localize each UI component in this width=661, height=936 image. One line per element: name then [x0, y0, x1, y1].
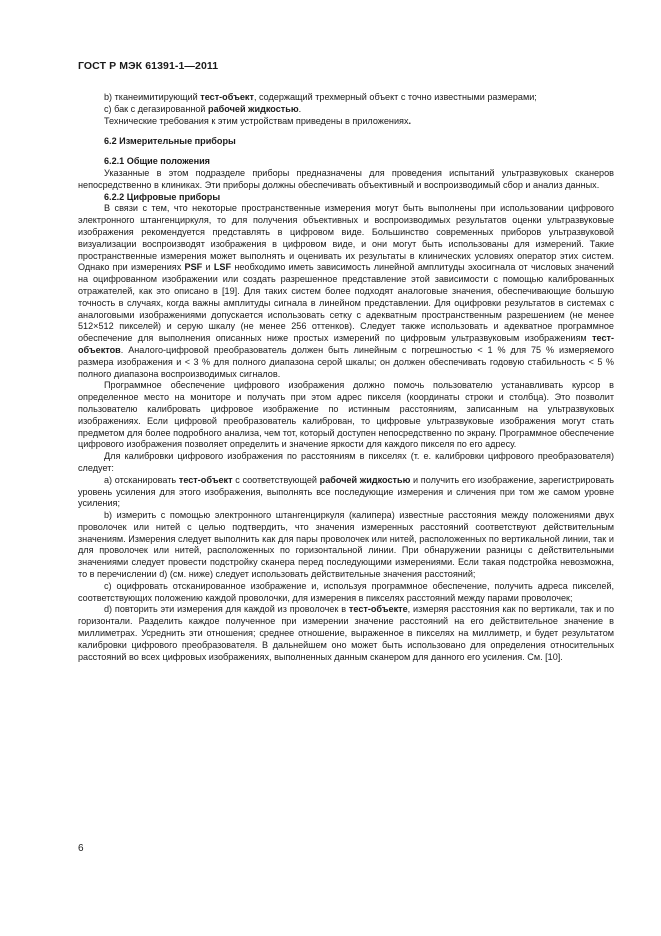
bold-term: рабочей жидкостью — [319, 474, 411, 485]
document-body — [78, 92, 614, 663]
text-run: с соответствующей — [232, 474, 320, 485]
text-run: . Аналого-цифровой преобразователь должен быть линейным с погрешностью < 1 % для 75 % измеряемого размера изображения и < 3 % для полного диапазона серой шкалы; он должен обеспечивать годовую стабильность < 5 % полного диапазона воспроизводимых сигналов. — [78, 344, 614, 379]
bold-term: PSF — [184, 262, 203, 273]
paragraph — [78, 581, 614, 605]
paragraph — [78, 380, 614, 451]
paragraph — [78, 604, 614, 663]
text-run: Для калибровки цифрового изображения по расстояниям в пикселях (т. е. калибровки цифрового преобразователя) следует: — [78, 451, 614, 473]
text-run: , измеряя расстояния как по вертикали, так и по горизонтали. Разделить каждое полученное при измерении значение расстояний на его действительное значение в миллиметрах. Усреднить эти отношения; среднее отношение, выраженное в пикселях на миллиметр, и будет результатом калибровки цифрового преобразователя. В дальнейшем оно может быть использовано для определения относительных расстояний во всех цифровых изображениях, выполненных данным сканером для данного его усиления. См. [10]. — [78, 604, 614, 662]
paragraph — [78, 168, 614, 192]
paragraph — [78, 116, 614, 128]
bold-term: 6.2.1 Общие положения — [104, 156, 210, 167]
section-heading — [78, 156, 614, 168]
bold-term: 6.2 Измерительные приборы — [104, 135, 236, 146]
bold-term: . — [408, 115, 412, 126]
bold-term: 6.2.2 Цифровые приборы — [104, 191, 221, 202]
text-run: c) оцифровать отсканированное изображение и, используя программное обеспечение, получить адреса пикселей, соответствующих положению каждой проволочки, для измерения в пикселях расстояний между парами проволочек; — [78, 580, 614, 603]
text-run: Программное обеспечение цифрового изображения должно помочь пользователю устанавливать курсор в определенное место на мониторе и получать при этом адрес пикселя (координаты строки и столбца). Это позволит пользователю калибровать цифровое изображение по истинным расстояниям, записанным на ультразвуковых изображениях. Если цифровой преобразователь калиброван, то цифровые ультразвуковые изображения могут стать предметом для более подробного анализа, чем тот, который доступен непосредственно по экрану. Программное обеспечение цифрового изображения позволяет определить и значение яркости для каждого пикселя по его адресу. — [78, 380, 614, 450]
bold-term: тест-объект — [178, 474, 233, 485]
bold-term: LSF — [213, 262, 232, 273]
text-run: Технические требования к этим устройствам приведены в приложениях — [104, 115, 409, 126]
bold-term: тест-объект — [200, 92, 254, 102]
text-run: d) повторить эти измерения для каждой из проволочек в — [104, 604, 349, 615]
bold-term: тест-объектов — [78, 333, 614, 355]
paragraph-gap — [78, 148, 614, 157]
paragraph — [78, 451, 614, 475]
paragraph-gap — [78, 127, 614, 136]
text-run: и получить его изображение, зарегистрировать уровень усиления для этого изображения, выполнять все последующие измерения и сличения при том же самом уровне усиления; — [78, 474, 614, 509]
text-run: В связи с тем, что некоторые пространственные измерения могут быть выполнены при использовании цифрового электронного штангенциркуля, то для получения объективных и воспроизводимых результатов оценки ультразвуковые изображения рекомендуется представлять в цифровом виде. Большинство современных приборов ультразвуковой визуализации воспроизводят изображения в цифровом виде, и они могут быть использованы для измерений. Такие пространственные измерения может выполнять и оценивать их результаты в клинических условиях оператор этих систем. Однако при измерениях — [78, 203, 614, 273]
paragraph — [78, 510, 614, 581]
text-run: . — [298, 103, 302, 114]
document-header: ГОСТ Р МЭК 61391-1—2011 — [78, 60, 219, 72]
paragraph — [78, 104, 614, 116]
text-run: Указанные в этом подразделе приборы предназначены для проведения испытаний ультразвуковых сканеров непосредственно в клиниках. Эти приборы должны обеспечивать объективный и воспроизводимый сбор и анализ данных. — [78, 167, 614, 190]
text-run: b) тканеимитирующий — [104, 92, 201, 102]
text-run: и — [202, 262, 214, 273]
text-run: a) отсканировать — [104, 474, 179, 485]
section-heading — [78, 136, 614, 148]
paragraph — [78, 203, 614, 380]
text-run: , содержащий трехмерный объект с точно известными размерами; — [253, 92, 537, 102]
paragraph — [78, 92, 614, 104]
bold-term: тест-объекте — [348, 604, 408, 615]
text-run: c) бак с дегазированной — [104, 103, 209, 114]
text-run: необходимо иметь зависимость линейной амплитуды эхосигнала от числовых значений на оцифрованном изображении или создать разрешенное представление этой зависимости с помощью калиброванных отражателей, как это описано в [19]. Для таких систем более подходят аналоговые значения, обеспечивающие большую точность в случаях, когда важны амплитуды сигнала в линейном представлении. Для оцифровки результатов в системах с аналоговыми изображениями допускается использовать сетку с адекватным пространственным разрешением (не менее 512×512 пикселей) и серую шкалу (не менее 256 оттенков). Следует также использовать и адекватное программное обеспечение для выполнения описанных ниже простых измерений по цифровым ультразвуковым изображениям — [78, 262, 614, 344]
paragraph — [78, 475, 614, 510]
text-run: b) измерить с помощью электронного штангенциркуля (калипера) известные расстояния между положениями двух проволочек или нитей с целью подтвердить, что значения измеренных расстояний соответствуют действительным значениям. Измерения следует выполнить как для пары проволочек или нитей, расположенных по вертикальной линии, так и для проволочек или нитей, расположенных по горизонтальной линии. При обнаружении разницы с действительными значениями следует провести подстройку сканера перед последующими измерениями. Если такая подстройка невозможна, то в перечислении d) (см. ниже) следует использовать действительные значения расстояний; — [78, 510, 614, 580]
page-number: 6 — [78, 843, 84, 854]
section-heading — [78, 192, 614, 204]
bold-term: рабочей жидкостью — [208, 103, 299, 114]
